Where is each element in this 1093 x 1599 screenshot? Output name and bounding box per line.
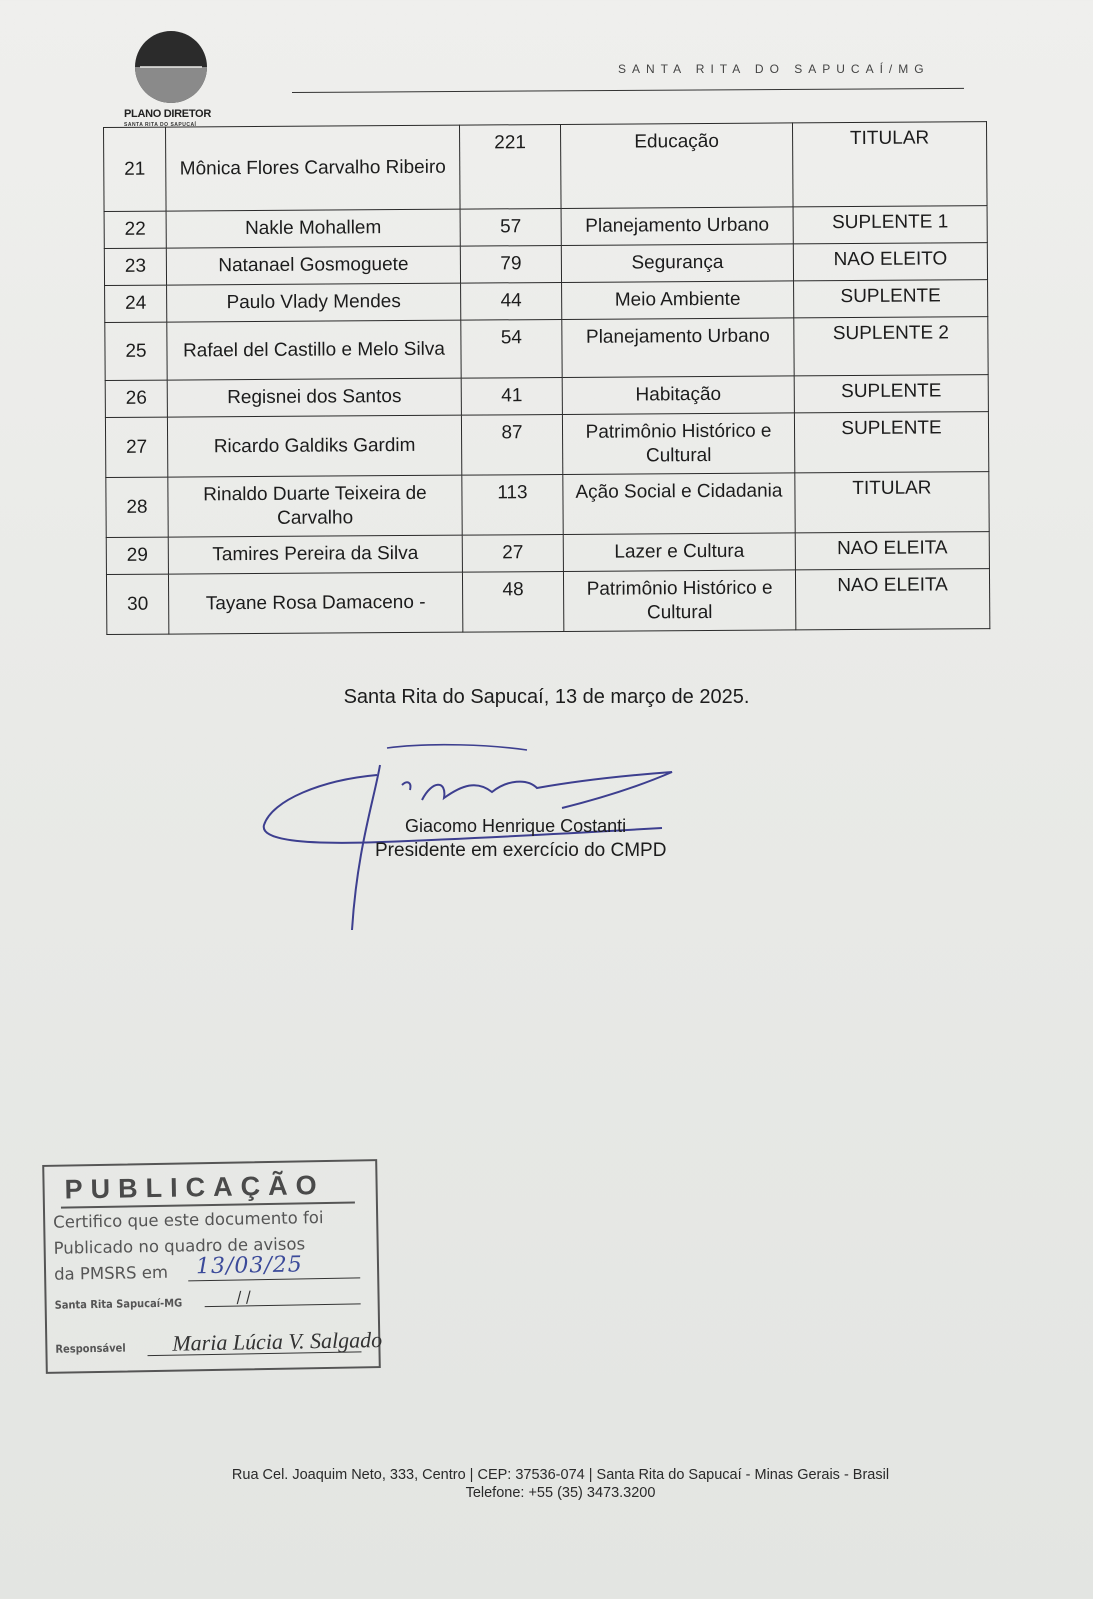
row-number: 24 (105, 285, 167, 322)
stamp-place-value: / / (236, 1287, 251, 1307)
candidate-name: Rafael del Castillo e Melo Silva (167, 320, 461, 380)
plano-diretor-logo (122, 30, 232, 135)
area-name: Ação Social e Cidadania (563, 473, 795, 535)
vote-count: 41 (461, 377, 562, 415)
table-row (105, 375, 988, 418)
candidate-name: Regisnei dos Santos (167, 378, 461, 417)
candidates-table (103, 121, 990, 635)
area-name: Planejamento Urbano (562, 318, 794, 378)
vote-count: 44 (461, 282, 562, 320)
status-cell: SUPLENTE 2 (794, 317, 988, 376)
plano-diretor-logo-icon (134, 30, 208, 104)
vote-count: 221 (459, 124, 561, 209)
status-cell: TITULAR (792, 122, 987, 207)
row-number: 30 (106, 574, 168, 634)
signer-role: Presidente em exercício do CMPD (375, 840, 667, 861)
vote-count: 27 (462, 534, 563, 572)
publication-stamp (42, 1159, 381, 1374)
stamp-line-2: Publicado no quadro de avisos (53, 1234, 306, 1258)
signer-name: Giacomo Henrique Costanti (405, 816, 627, 836)
area-name: Meio Ambiente (562, 281, 794, 320)
logo-title: PLANO DIRETOR (124, 108, 211, 120)
row-number: 27 (105, 417, 167, 477)
status-cell: SUPLENTE (794, 412, 988, 473)
stamp-place-label: Santa Rita Sapucaí-MG (54, 1296, 183, 1312)
table-row (104, 206, 987, 249)
row-number: 23 (104, 248, 166, 285)
vote-count: 79 (460, 245, 561, 283)
table-row (106, 532, 989, 575)
status-cell: TITULAR (795, 472, 989, 533)
stamp-responsible-name: Maria Lúcia V. Salgado (172, 1327, 383, 1356)
table-body (104, 122, 990, 635)
city-header: SANTA RITA DO SAPUCAÍ/MG (618, 62, 930, 76)
table-row (106, 569, 989, 635)
footer-phone: Telefone: +55 (35) 3473.3200 (465, 1485, 656, 1501)
area-name: Patrimônio Histórico e Cultural (563, 570, 795, 632)
row-number: 22 (104, 211, 166, 248)
stamp-responsible-label: Responsável (55, 1341, 126, 1356)
candidate-name: Tayane Rosa Damaceno - (168, 572, 462, 634)
vote-count: 87 (461, 414, 562, 475)
status-cell: SUPLENTE 1 (793, 206, 987, 244)
stamp-place-underline (205, 1303, 361, 1307)
table-row (105, 280, 988, 323)
logo-subtitle: SANTA RITA DO SAPUCAÍ (124, 122, 197, 128)
area-name: Planejamento Urbano (561, 207, 793, 246)
date-line: Santa Rita do Sapucaí, 13 de março de 2025. (343, 686, 750, 708)
area-name: Educação (560, 123, 793, 209)
vote-count: 113 (462, 474, 563, 535)
candidate-name: Natanael Gosmoguete (166, 246, 460, 285)
table-row (104, 122, 988, 212)
vote-count: 48 (462, 571, 563, 632)
footer (0, 1466, 1093, 1502)
stamp-title: PUBLICAÇÃO (64, 1170, 325, 1205)
status-cell: NAO ELEITO (793, 243, 987, 281)
table-row (105, 412, 988, 478)
area-name: Segurança (561, 244, 793, 283)
footer-address: Rua Cel. Joaquim Neto, 333, Centro | CEP: 37536-074 | Santa Rita do Sapucaí - Minas Gerais - Brasil (231, 1467, 890, 1483)
table-row (105, 317, 988, 381)
stamp-line-3: da PMSRS em (53, 1262, 169, 1284)
status-cell: NAO ELEITA (795, 569, 989, 630)
vote-count: 57 (460, 208, 561, 246)
stamp-date-value: 13/03/25 (195, 1252, 304, 1280)
table-row (106, 472, 989, 538)
area-name: Habitação (562, 376, 794, 415)
header-divider (292, 88, 964, 93)
table-row (104, 243, 987, 286)
status-cell: SUPLENTE (794, 375, 988, 413)
vote-count: 54 (461, 319, 562, 378)
status-cell: NAO ELEITA (795, 532, 989, 570)
candidate-name: Nakle Mohallem (166, 209, 460, 248)
area-name: Lazer e Cultura (563, 533, 795, 572)
candidate-name: Paulo Vlady Mendes (167, 283, 461, 322)
candidate-name: Mônica Flores Carvalho Ribeiro (166, 125, 461, 211)
row-number: 21 (104, 127, 167, 211)
candidate-name: Tamires Pereira da Silva (168, 535, 462, 574)
area-name: Patrimônio Histórico e Cultural (562, 413, 794, 475)
row-number: 29 (106, 537, 168, 574)
row-number: 26 (105, 380, 167, 417)
row-number: 28 (106, 477, 168, 537)
candidate-name: Rinaldo Duarte Teixeira de Carvalho (168, 475, 462, 537)
status-cell: SUPLENTE (794, 280, 988, 318)
row-number: 25 (105, 322, 167, 380)
candidate-name: Ricardo Galdiks Gardim (167, 415, 461, 477)
stamp-line-1: Certifico que este documento foi (53, 1208, 324, 1232)
